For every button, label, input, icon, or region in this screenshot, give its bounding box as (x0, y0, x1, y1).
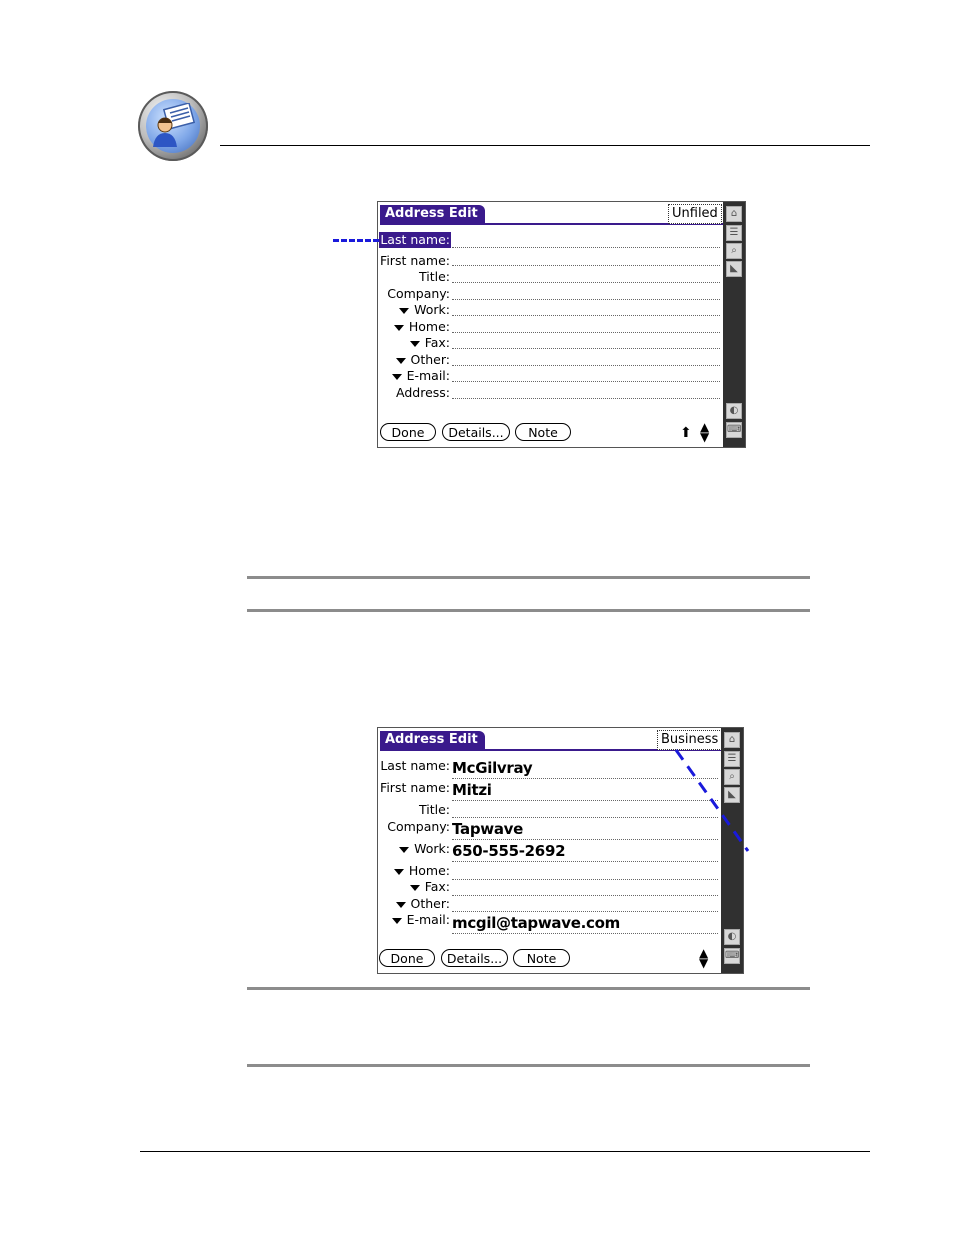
details-button[interactable]: Details... (442, 423, 510, 441)
brightness-icon[interactable]: ◐ (724, 929, 740, 945)
scroll-arrows-icon[interactable]: ▲ ▼ (699, 946, 709, 970)
calc-icon[interactable]: ◣ (726, 261, 742, 277)
last-name-value[interactable]: McGilvray (452, 759, 533, 777)
phone-label-dropdown[interactable]: Home: (394, 863, 450, 879)
field-label: Address: (396, 385, 450, 400)
email-value[interactable]: mcgil@tapwave.com (452, 914, 620, 932)
find-icon[interactable]: ⌕ (724, 769, 740, 785)
field-label: First name: (380, 253, 450, 268)
menu-icon[interactable]: ☰ (724, 751, 740, 767)
callout-line-business (670, 745, 760, 860)
keyboard-icon[interactable]: ⌨ (726, 422, 742, 438)
field-label: Title: (419, 802, 450, 817)
phone-label-dropdown[interactable]: Work: (399, 302, 450, 318)
category-picker[interactable]: Unfiled (668, 204, 722, 224)
screen-title: Address Edit (380, 205, 485, 223)
note-button[interactable]: Note (515, 423, 571, 441)
triangle-down-icon (394, 325, 404, 331)
scroll-arrows-icon[interactable]: ▲ ▼ (700, 420, 710, 444)
done-button[interactable]: Done (380, 423, 436, 441)
field-label: Company: (387, 819, 450, 834)
triangle-down-icon (392, 918, 402, 924)
phone-label-dropdown[interactable]: E-mail: (392, 912, 450, 928)
address-book-icon (138, 91, 208, 161)
work-phone-value[interactable]: 650-555-2692 (452, 842, 566, 860)
triangle-down-icon (396, 902, 406, 908)
field-label: Company: (387, 286, 450, 301)
silkscreen-sidebar (723, 202, 745, 447)
callout-line (333, 239, 379, 242)
note-rule-top-2 (247, 987, 810, 990)
first-name-value[interactable]: Mitzi (452, 781, 492, 799)
phone-label-dropdown[interactable]: E-mail: (392, 368, 450, 384)
field-label: Last name: (380, 232, 450, 247)
shift-up-icon: ⬆ (680, 425, 692, 441)
category-picker[interactable]: Business (657, 730, 722, 750)
company-value[interactable]: Tapwave (452, 820, 523, 838)
field-label: First name: (380, 780, 450, 795)
triangle-down-icon (410, 885, 420, 891)
phone-label-dropdown[interactable]: Home: (394, 319, 450, 335)
triangle-down-icon (399, 847, 409, 853)
note-rule-bottom (247, 609, 810, 612)
phone-label-dropdown[interactable]: Fax: (410, 335, 450, 351)
address-edit-screen-empty (377, 201, 746, 448)
screen-title: Address Edit (380, 731, 485, 749)
field-label: Last name: (380, 758, 450, 773)
phone-label-dropdown[interactable]: Other: (396, 352, 450, 368)
brightness-icon[interactable]: ◐ (726, 403, 742, 419)
done-button[interactable]: Done (379, 949, 435, 967)
triangle-down-icon (410, 341, 420, 347)
phone-label-dropdown[interactable]: Other: (396, 896, 450, 912)
field-row[interactable] (378, 232, 451, 248)
phone-label-dropdown[interactable]: Work: (399, 841, 450, 857)
keyboard-icon[interactable]: ⌨ (724, 948, 740, 964)
phone-label-dropdown[interactable]: Fax: (410, 879, 450, 895)
triangle-down-icon (394, 869, 404, 875)
home-icon[interactable]: ⌂ (724, 732, 740, 748)
menu-icon[interactable]: ☰ (726, 225, 742, 241)
find-icon[interactable]: ⌕ (726, 243, 742, 259)
triangle-down-icon (392, 374, 402, 380)
note-button[interactable]: Note (513, 949, 570, 967)
triangle-down-icon (396, 358, 406, 364)
calc-icon[interactable]: ◣ (724, 787, 740, 803)
note-rule-top (247, 576, 810, 579)
footer-rule (140, 1151, 870, 1152)
note-rule-bottom-2 (247, 1064, 810, 1067)
details-button[interactable]: Details... (441, 949, 508, 967)
header-rule (220, 145, 870, 146)
triangle-down-icon (399, 308, 409, 314)
field-label: Title: (419, 269, 450, 284)
home-icon[interactable]: ⌂ (726, 206, 742, 222)
